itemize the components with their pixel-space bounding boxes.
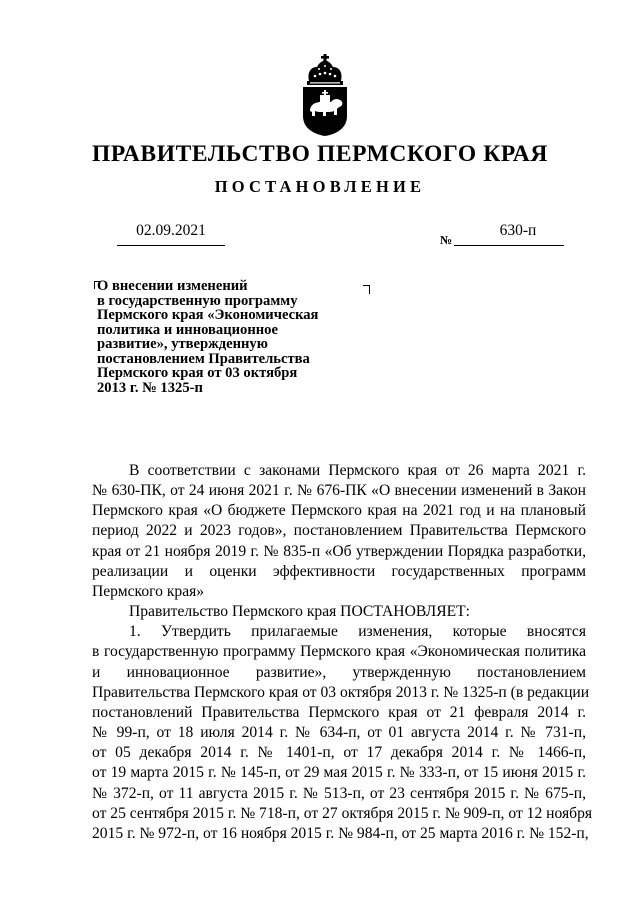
body-line: 1. Утвердить прилагаемые изменения, которые вносятся [129,623,586,641]
document-type-title: ПОСТАНОВЛЕНИЕ [214,177,426,196]
subject-line: Пермского края «Экономическая [97,307,319,323]
body-line: Пермского края «О бюджете Пермского края на 2021 год и на плановый [92,502,586,520]
body-line: № 99-п, от 18 июля 2014 г. № 634-п, от 01 августа 2014 г. № 731-п, [92,724,586,742]
body-line: Правительства Пермского края от 03 октября 2013 г. № 1325-п (в редакции [92,683,590,701]
body-line: Правительство Пермского края ПОСТАНОВЛЯЕТ: [129,603,470,621]
paragraph-item-1 [92,622,593,844]
body-line: № 372-п, от 11 августа 2015 г. № 513-п, от 23 сентября 2015 г. № 675-п, [92,784,586,802]
date-value: 02.09.2021 [136,222,206,239]
subject-line: Пермского края от 03 октября [97,365,298,381]
subject-line: политика и инновационное [97,321,278,338]
paragraph-preamble [92,461,586,602]
coat-of-arms-icon [297,54,353,136]
subject-line: развитие», утвержденную [97,336,268,352]
number-underline [454,245,564,246]
body-line: края от 21 ноября 2019 г. № 835-п «Об утверждении Порядка разработки, [92,542,586,560]
body-line: от 05 декабря 2014 г. № 1401-п, от 17 декабря 2014 г. № 1466-п, [92,744,586,762]
body-line: от 25 сентября 2015 г. № 718-п, от 27 октября 2015 г. № 909-п, от 12 ноября [92,804,593,822]
body-line: и инновационное развитие», утвержденную постановлением [92,663,586,681]
decree-number [440,222,564,248]
body-line: реализации и оценки эффективности государственных программ [92,562,586,580]
body-line: период 2022 и 2023 годов», постановлением Правительства Пермского [92,522,586,540]
body-line: 2015 г. № 972-п, от 16 ноября 2015 г. № 984-п, от 25 марта 2016 г. № 152-п, [92,824,589,842]
subject-block [97,279,367,395]
body-line: от 19 марта 2015 г. № 145-п, от 29 мая 2015 г. № 333-п, от 15 июня 2015 г. [92,764,586,782]
number-sign: № [440,233,453,247]
body-line: № 630-ПК, от 24 июня 2021 г. № 676-ПК «О внесении изменений в Закон [92,482,586,500]
body-line: в государственную программу Пермского края «Экономическая политика [92,643,586,661]
body-line: постановлений Правительства Пермского края от 21 февраля 2014 г. [92,703,586,721]
decree-date [117,222,225,248]
subject-line: 2013 г. № 1325-п [97,379,203,396]
subject-line: в государственную программу [97,292,298,309]
body-line: Пермского края» [92,582,205,600]
subject-line: постановлением Правительства [97,350,310,367]
government-title: ПРАВИТЕЛЬСТВО ПЕРМСКОГО КРАЯ [92,141,548,167]
document-body [92,461,593,844]
body-line: В соответствии с законами Пермского края от 26 марта 2021 г. [129,462,586,479]
subject-line: О внесении изменений [97,278,248,294]
paragraph-resolves [92,602,586,622]
number-value: 630-п [499,222,537,239]
date-underline [117,245,225,246]
